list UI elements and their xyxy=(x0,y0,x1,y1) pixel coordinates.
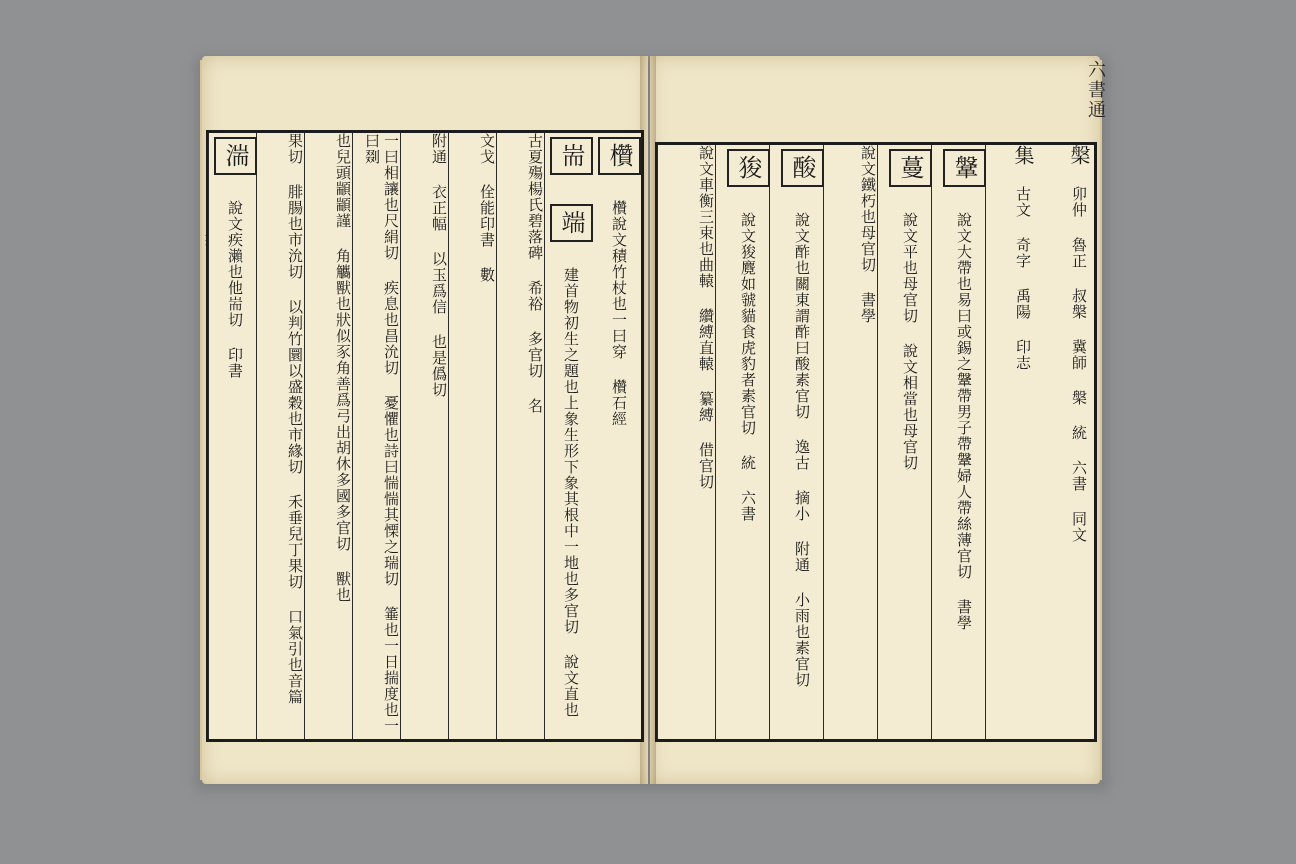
entry-text: 說文疾瀨也他耑切 xyxy=(226,200,244,328)
entry-text: 附通 xyxy=(793,541,811,573)
entry-text: 數 xyxy=(478,267,496,283)
entry-text: 附通 xyxy=(430,133,448,165)
entry-text: 印書 xyxy=(226,347,244,379)
left-column-5 xyxy=(400,133,449,739)
entry-text: 槃 xyxy=(1070,390,1088,406)
entry-text: 腓腸也市沇切 xyxy=(286,184,304,280)
entry-text: 名 xyxy=(526,398,544,414)
left-column-8 xyxy=(256,133,305,739)
right-text-frame xyxy=(655,142,1097,742)
entry-text: 印志 xyxy=(1014,339,1032,371)
entry-text: 說文車衡三束也曲轅 xyxy=(697,145,715,289)
entry-text: 古夏殤楊氏碧落碑 xyxy=(526,133,544,261)
entry-text: 說文大帶也易曰或錫之鞶帶男子帶鞶婦人帶絲薄官切 xyxy=(955,212,973,580)
right-column-3 xyxy=(931,145,986,739)
left-column-3 xyxy=(496,133,545,739)
entry-head: 湍 xyxy=(214,137,257,175)
entry-text: 多官切 xyxy=(526,331,544,379)
entry-text: 槃 xyxy=(1067,145,1091,167)
entry-text: 說文相當也母官切 xyxy=(901,343,919,471)
entry-text: 佺能印書 xyxy=(478,184,496,248)
entry-text: 纂縛 xyxy=(697,391,715,423)
entry-head: 欑 xyxy=(598,137,641,175)
right-column-4 xyxy=(877,145,932,739)
entry-text: 摘小 xyxy=(793,490,811,522)
entry-text: 一曰相讓也尺絹切 xyxy=(382,133,400,261)
entry-text: 果切 xyxy=(286,133,304,165)
entry-text: 統 xyxy=(1070,425,1088,441)
entry-text: 衣正幅 xyxy=(430,184,448,232)
entry-text: 六書 xyxy=(739,490,757,522)
right-column-7 xyxy=(715,145,770,739)
right-column-5 xyxy=(823,145,878,739)
right-column-2 xyxy=(985,145,1038,739)
right-column-1 xyxy=(1038,145,1094,739)
entry-text: 憂懼也詩曰惴惴其慄之瑞切 xyxy=(382,395,400,587)
entry-head: 耑 xyxy=(550,137,593,175)
entry-text: 說文狻麑如虢貓食虎豹者素官切 xyxy=(739,212,757,436)
entry-text: 欑石經 xyxy=(610,379,628,427)
entry-text: 角觿獸也狀似豕角善爲弓出胡休多國多官切 xyxy=(334,248,352,552)
entry-head: 酸 xyxy=(781,149,824,187)
right-margin-title: 六書通 xyxy=(1085,60,1106,120)
entry-text: 書學 xyxy=(955,599,973,631)
entry-text: 卯仲 xyxy=(1070,186,1088,218)
left-column-1 xyxy=(593,133,641,739)
left-column-4 xyxy=(448,133,497,739)
entry-text: 小雨也素官切 xyxy=(793,592,811,688)
entry-text: 以判竹圜以盛穀也市緣切 xyxy=(286,299,304,475)
entry-text: 說文鐵朽也母官切 xyxy=(859,145,877,273)
entry-text: 集 xyxy=(1011,145,1035,167)
entry-text: 希裕 xyxy=(526,280,544,312)
entry-text: 纘縛直轅 xyxy=(697,308,715,372)
entry-text: 同文 xyxy=(1070,511,1088,543)
entry-text: 借官切 xyxy=(697,442,715,490)
entry-text: 說文平也母官切 xyxy=(901,212,919,324)
entry-text: 禾垂兒丁果切 xyxy=(286,494,304,590)
right-column-6 xyxy=(769,145,824,739)
entry-text: 禹陽 xyxy=(1014,288,1032,320)
entry-text: 獸也 xyxy=(334,571,352,603)
left-column-2 xyxy=(544,133,593,739)
entry-head: 蔓 xyxy=(889,149,932,187)
entry-text: 文戈 xyxy=(478,133,496,165)
entry-text: 六書 xyxy=(1070,460,1088,492)
entry-text: 欑說文積竹杖也一曰穿 xyxy=(610,200,628,360)
left-column-9 xyxy=(208,133,257,739)
entry-text: 以玉爲信 xyxy=(430,251,448,315)
entry-text: 疾息也昌沇切 xyxy=(382,280,400,376)
entry-text: 口氣引也音篇 xyxy=(286,609,304,705)
entry-text: 建首物初生之題也上象生形下象其根中一地也多官切 xyxy=(562,267,580,635)
entry-text: 逸古 xyxy=(793,439,811,471)
right-column-8 xyxy=(657,145,716,739)
entry-text: 冀師 xyxy=(1070,339,1088,371)
entry-text: 說文直也 xyxy=(562,654,580,718)
entry-text: 叔槃 xyxy=(1070,288,1088,320)
entry-head: 端 xyxy=(550,204,593,242)
entry-text: 古文 xyxy=(1014,186,1032,218)
entry-head: 鞶 xyxy=(943,149,986,187)
entry-text: 書學 xyxy=(859,292,877,324)
entry-text: 說文酢也關東謂酢曰酸素官切 xyxy=(793,212,811,420)
entry-head: 狻 xyxy=(727,149,770,187)
entry-text: 也兒頭顓顓謹 xyxy=(334,133,352,229)
left-column-6 xyxy=(352,133,401,739)
entry-text: 統 xyxy=(739,455,757,471)
entry-text: 也是僞切 xyxy=(430,334,448,398)
left-text-frame xyxy=(206,130,644,742)
entry-text: 魯正 xyxy=(1070,237,1088,269)
entry-text: 箠也一日揣度也一曰剟 xyxy=(363,133,400,734)
entry-text: 奇字 xyxy=(1014,237,1032,269)
left-column-7 xyxy=(304,133,353,739)
